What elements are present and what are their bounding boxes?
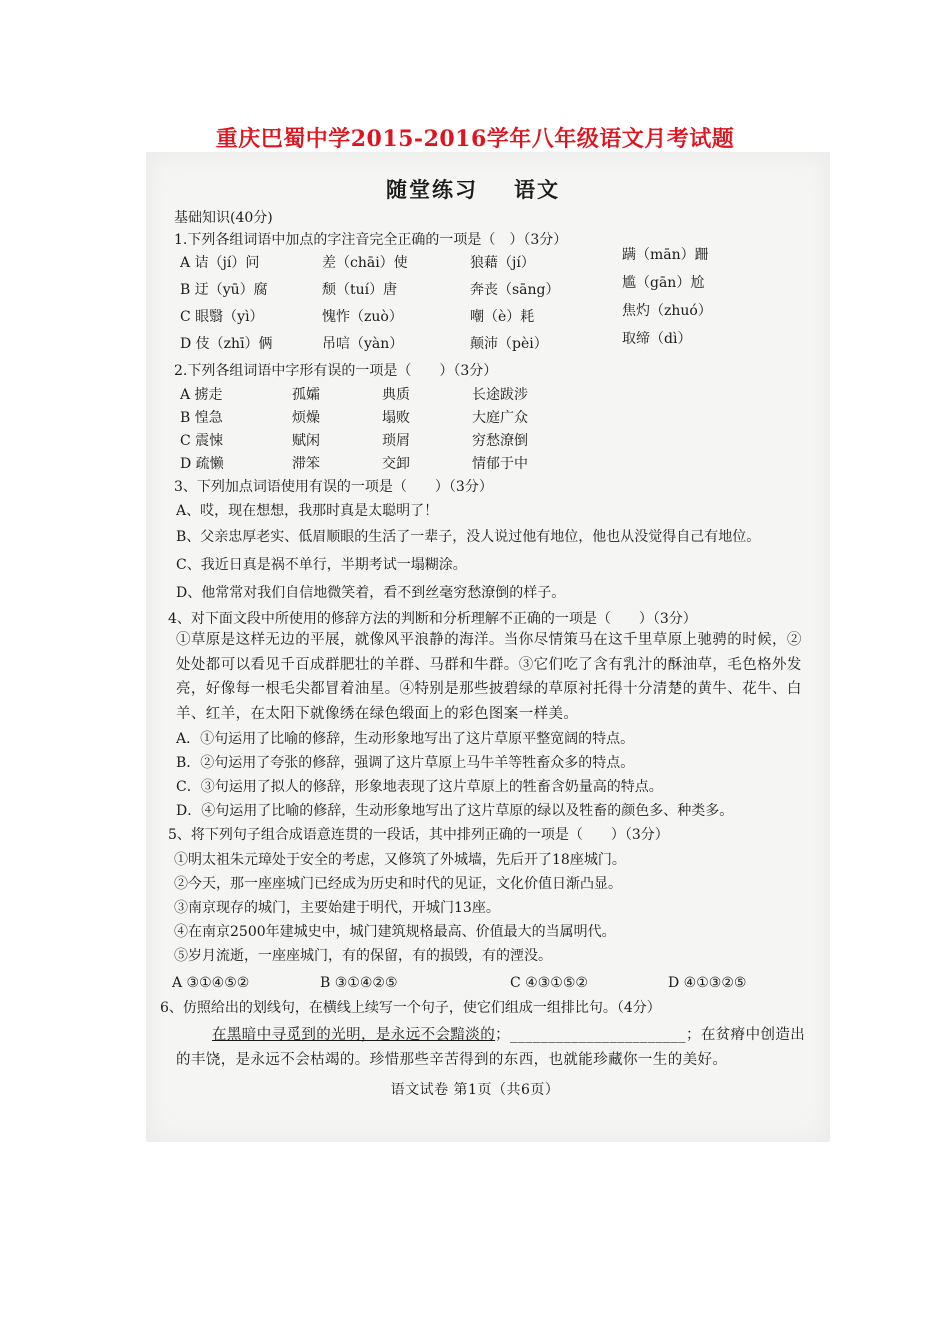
q6-rest: ；在贫瘠中创造出的丰饶，是永远不会枯竭的。珍惜那些辛苦得到的东西，也就能珍藏你一生的美好。 [176, 1027, 806, 1068]
q1-option: 奔丧（sāng） [470, 282, 560, 298]
q1-option: 颠沛（pèi） [470, 336, 548, 352]
q1-option: 愧怍（zuò） [322, 309, 403, 325]
document-title: 重庆巴蜀中学2015-2016学年八年级语文月考试题 [215, 126, 735, 152]
heading-right: 语文 [514, 177, 560, 202]
q3-option: A、哎，现在想想，我那时真是太聪明了！ [176, 503, 439, 519]
q4-option: B．②句运用了夸张的修辞，强调了这片草原上马牛羊等牲畜众多的特点。 [176, 755, 635, 771]
q2-option: 长途跋涉 [472, 387, 528, 403]
page-footer: 语文试卷 第1页（共6页） [390, 1082, 560, 1098]
q2-option: 典质 [382, 387, 410, 403]
q1-option: 差（chāi）使 [322, 255, 408, 271]
q5-sentence: ②今天，那一座座城门已经成为历史和时代的见证，文化价值日渐凸显。 [174, 876, 622, 892]
q2-option: 滞笨 [292, 456, 320, 472]
q2-option: 塌败 [382, 410, 410, 426]
q6-stem: 6、仿照给出的划线句，在横线上续写一个句子，使它们组成一组排比句。（4分） [160, 1000, 661, 1016]
q2-option: 大庭广众 [472, 410, 528, 426]
exam-heading [386, 174, 560, 204]
q2-option: D 疏懒 [180, 456, 224, 472]
q6-underlined-sentence: 在黑暗中寻觅到的光明，是永远不会黯淡的 [212, 1027, 496, 1043]
q4-option: A．①句运用了比喻的修辞，生动形象地写出了这片草原平整宽阔的特点。 [176, 731, 635, 747]
q5-sentence: ④在南京2500年建城史中，城门建筑规格最高、价值最大的当属明代。 [174, 924, 616, 940]
q5-sentence: ③南京现存的城门，主要始建于明代，开城门13座。 [174, 900, 500, 916]
q5-choice: C ④③①⑤② [510, 975, 588, 991]
q1-option: 蹒（mān）跚 [622, 247, 709, 263]
q1-option: 取缔（dì） [622, 331, 692, 347]
q2-option: 情郁于中 [472, 456, 528, 472]
q1-option: 嘲（è）耗 [470, 309, 535, 325]
q5-choice: A ③①④⑤② [172, 975, 250, 991]
q1-option: D 伎（zhī）俩 [180, 336, 273, 352]
q1-option: 颓（tuí）唐 [322, 282, 398, 298]
q2-option: A 掳走 [180, 387, 223, 403]
q3-option: B、父亲忠厚老实、低眉顺眼的生活了一辈子，没人说过他有地位，他也从没觉得自己有地位。 [176, 529, 761, 545]
q5-choice: D ④①③②⑤ [668, 975, 747, 991]
q2-option: 烦燥 [292, 410, 320, 426]
q2-option: B 惶急 [180, 410, 223, 426]
q4-stem: 4、对下面文段中所使用的修辞方法的判断和分析理解不正确的一项是（ ）（3分） [168, 611, 697, 627]
q6-passage [176, 1023, 806, 1072]
q1-stem: 1.下列各组词语中加点的字注音完全正确的一项是（ ）（3分） [174, 232, 568, 248]
heading-left: 随堂练习 [386, 177, 478, 202]
q1-option: 狼藉（jí） [470, 255, 535, 271]
q4-option: D．④句运用了比喻的修辞，生动形象地写出了这片草原的绿以及牲畜的颜色多、种类多。 [176, 803, 734, 819]
q2-option: 孤孀 [292, 387, 320, 403]
q2-stem: 2.下列各组词语中字形有误的一项是（ ）（3分） [174, 363, 498, 379]
q5-choice: B ③①④②⑤ [320, 975, 398, 991]
q4-option: C．③句运用了拟人的修辞，形象地表现了这片草原上的牲畜含奶量高的特点。 [176, 779, 663, 795]
q2-option: 赋闲 [292, 433, 320, 449]
q2-option: C 震悚 [180, 433, 224, 449]
q6-blank: ；_______________________ [495, 1027, 686, 1043]
q1-option: B 迂（yū）腐 [180, 282, 268, 298]
q3-option: C、我近日真是祸不单行，半期考试一塌糊涂。 [176, 557, 467, 573]
q1-option: C 眼翳（yì） [180, 309, 264, 325]
q5-stem: 5、将下列句子组合成语意连贯的一段话，其中排列正确的一项是（ ）（3分） [168, 827, 669, 843]
q1-option: A 诘（jí）问 [180, 255, 260, 271]
q2-option: 穷愁潦倒 [472, 433, 528, 449]
q5-sentence: ①明太祖朱元璋处于安全的考虑，又修筑了外城墙，先后开了18座城门。 [174, 852, 626, 868]
q1-option: 焦灼（zhuó） [622, 303, 712, 319]
q2-option: 交卸 [382, 456, 410, 472]
q3-stem: 3、下列加点词语使用有误的一项是（ ）（3分） [174, 479, 493, 495]
q2-option: 琐屑 [382, 433, 410, 449]
q3-option: D、他常常对我们自信地微笑着，看不到丝毫穷愁潦倒的样子。 [176, 585, 566, 601]
q1-option: 尴（gān）尬 [622, 275, 705, 291]
q5-sentence: ⑤岁月流逝，一座座城门，有的保留，有的损毁，有的湮没。 [174, 948, 552, 964]
q1-option: 吊唁（yàn） [322, 336, 404, 352]
section-label: 基础知识(40分) [174, 210, 273, 226]
q4-passage: ①草原是这样无边的平展，就像风平浪静的海洋。当你尽情策马在这千里草原上驰骋的时候，②处处都可以看见千百成群肥壮的羊群、马群和牛群。③它们吃了含有乳汁的酥油草，毛色格外发亮，好像每一根毛尖都冒着油星。④特别是那些披碧绿的草原衬托得十分清楚的黄牛、花牛、白羊、红羊，在太阳下就像绣在绿色缎面上的彩色图案一样美。 [176, 632, 802, 722]
